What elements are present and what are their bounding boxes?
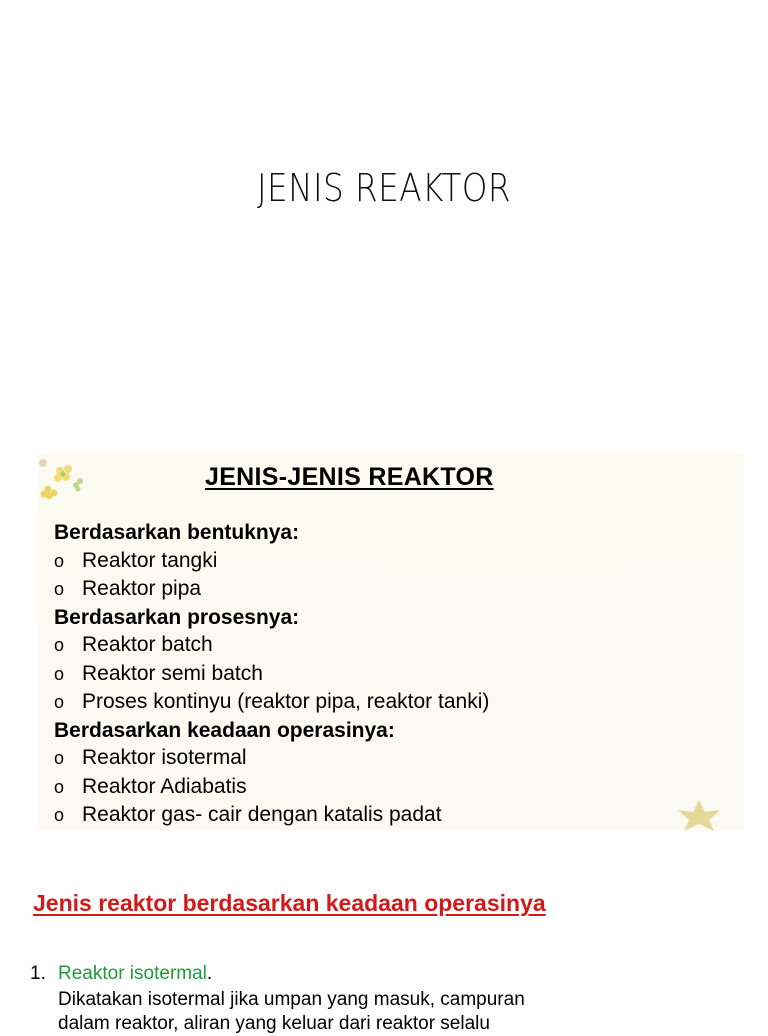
- list-item: o Reaktor batch: [54, 633, 213, 656]
- reactor-types-slide: [38, 453, 744, 831]
- list-item: o Reaktor semi batch: [54, 661, 263, 685]
- group-title: Berdasarkan bentuknya:: [54, 521, 300, 544]
- group-title: Berdasarkan prosesnya:: [54, 605, 300, 629]
- numbered-item: [30, 963, 212, 985]
- list-item: o Reaktor gas- cair dengan katalis padat: [54, 803, 442, 826]
- item-name: Reaktor isotermal: [58, 963, 207, 984]
- title-slide: [0, 0, 768, 440]
- reactor-type-list: [54, 519, 489, 830]
- section-heading: Jenis reaktor berdasarkan keadaan operasinya: [33, 890, 546, 916]
- item-description: Dikatakan isotermal jika umpan yang masuk, campuran dalam reaktor, aliran yang keluar dari reaktor selalu: [58, 989, 525, 1034]
- star-decoration-icon: [668, 798, 730, 831]
- page-title: JENIS REAKTOR: [256, 166, 512, 210]
- list-item: o Reaktor isotermal: [54, 746, 247, 769]
- list-item: o Reaktor tangki: [54, 548, 218, 572]
- slide-heading: JENIS-JENIS REAKTOR: [205, 463, 494, 491]
- item-suffix: .: [206, 963, 213, 984]
- list-item: o Proses kontinyu (reaktor pipa, reaktor tanki): [54, 690, 490, 713]
- item-number: 1.: [30, 963, 46, 984]
- group-title: Berdasarkan keadaan operasinya:: [54, 718, 395, 742]
- flower-decoration-icon: [38, 455, 88, 501]
- list-item: o Reaktor Adiabatis: [54, 774, 247, 798]
- list-item: o Reaktor pipa: [54, 577, 202, 600]
